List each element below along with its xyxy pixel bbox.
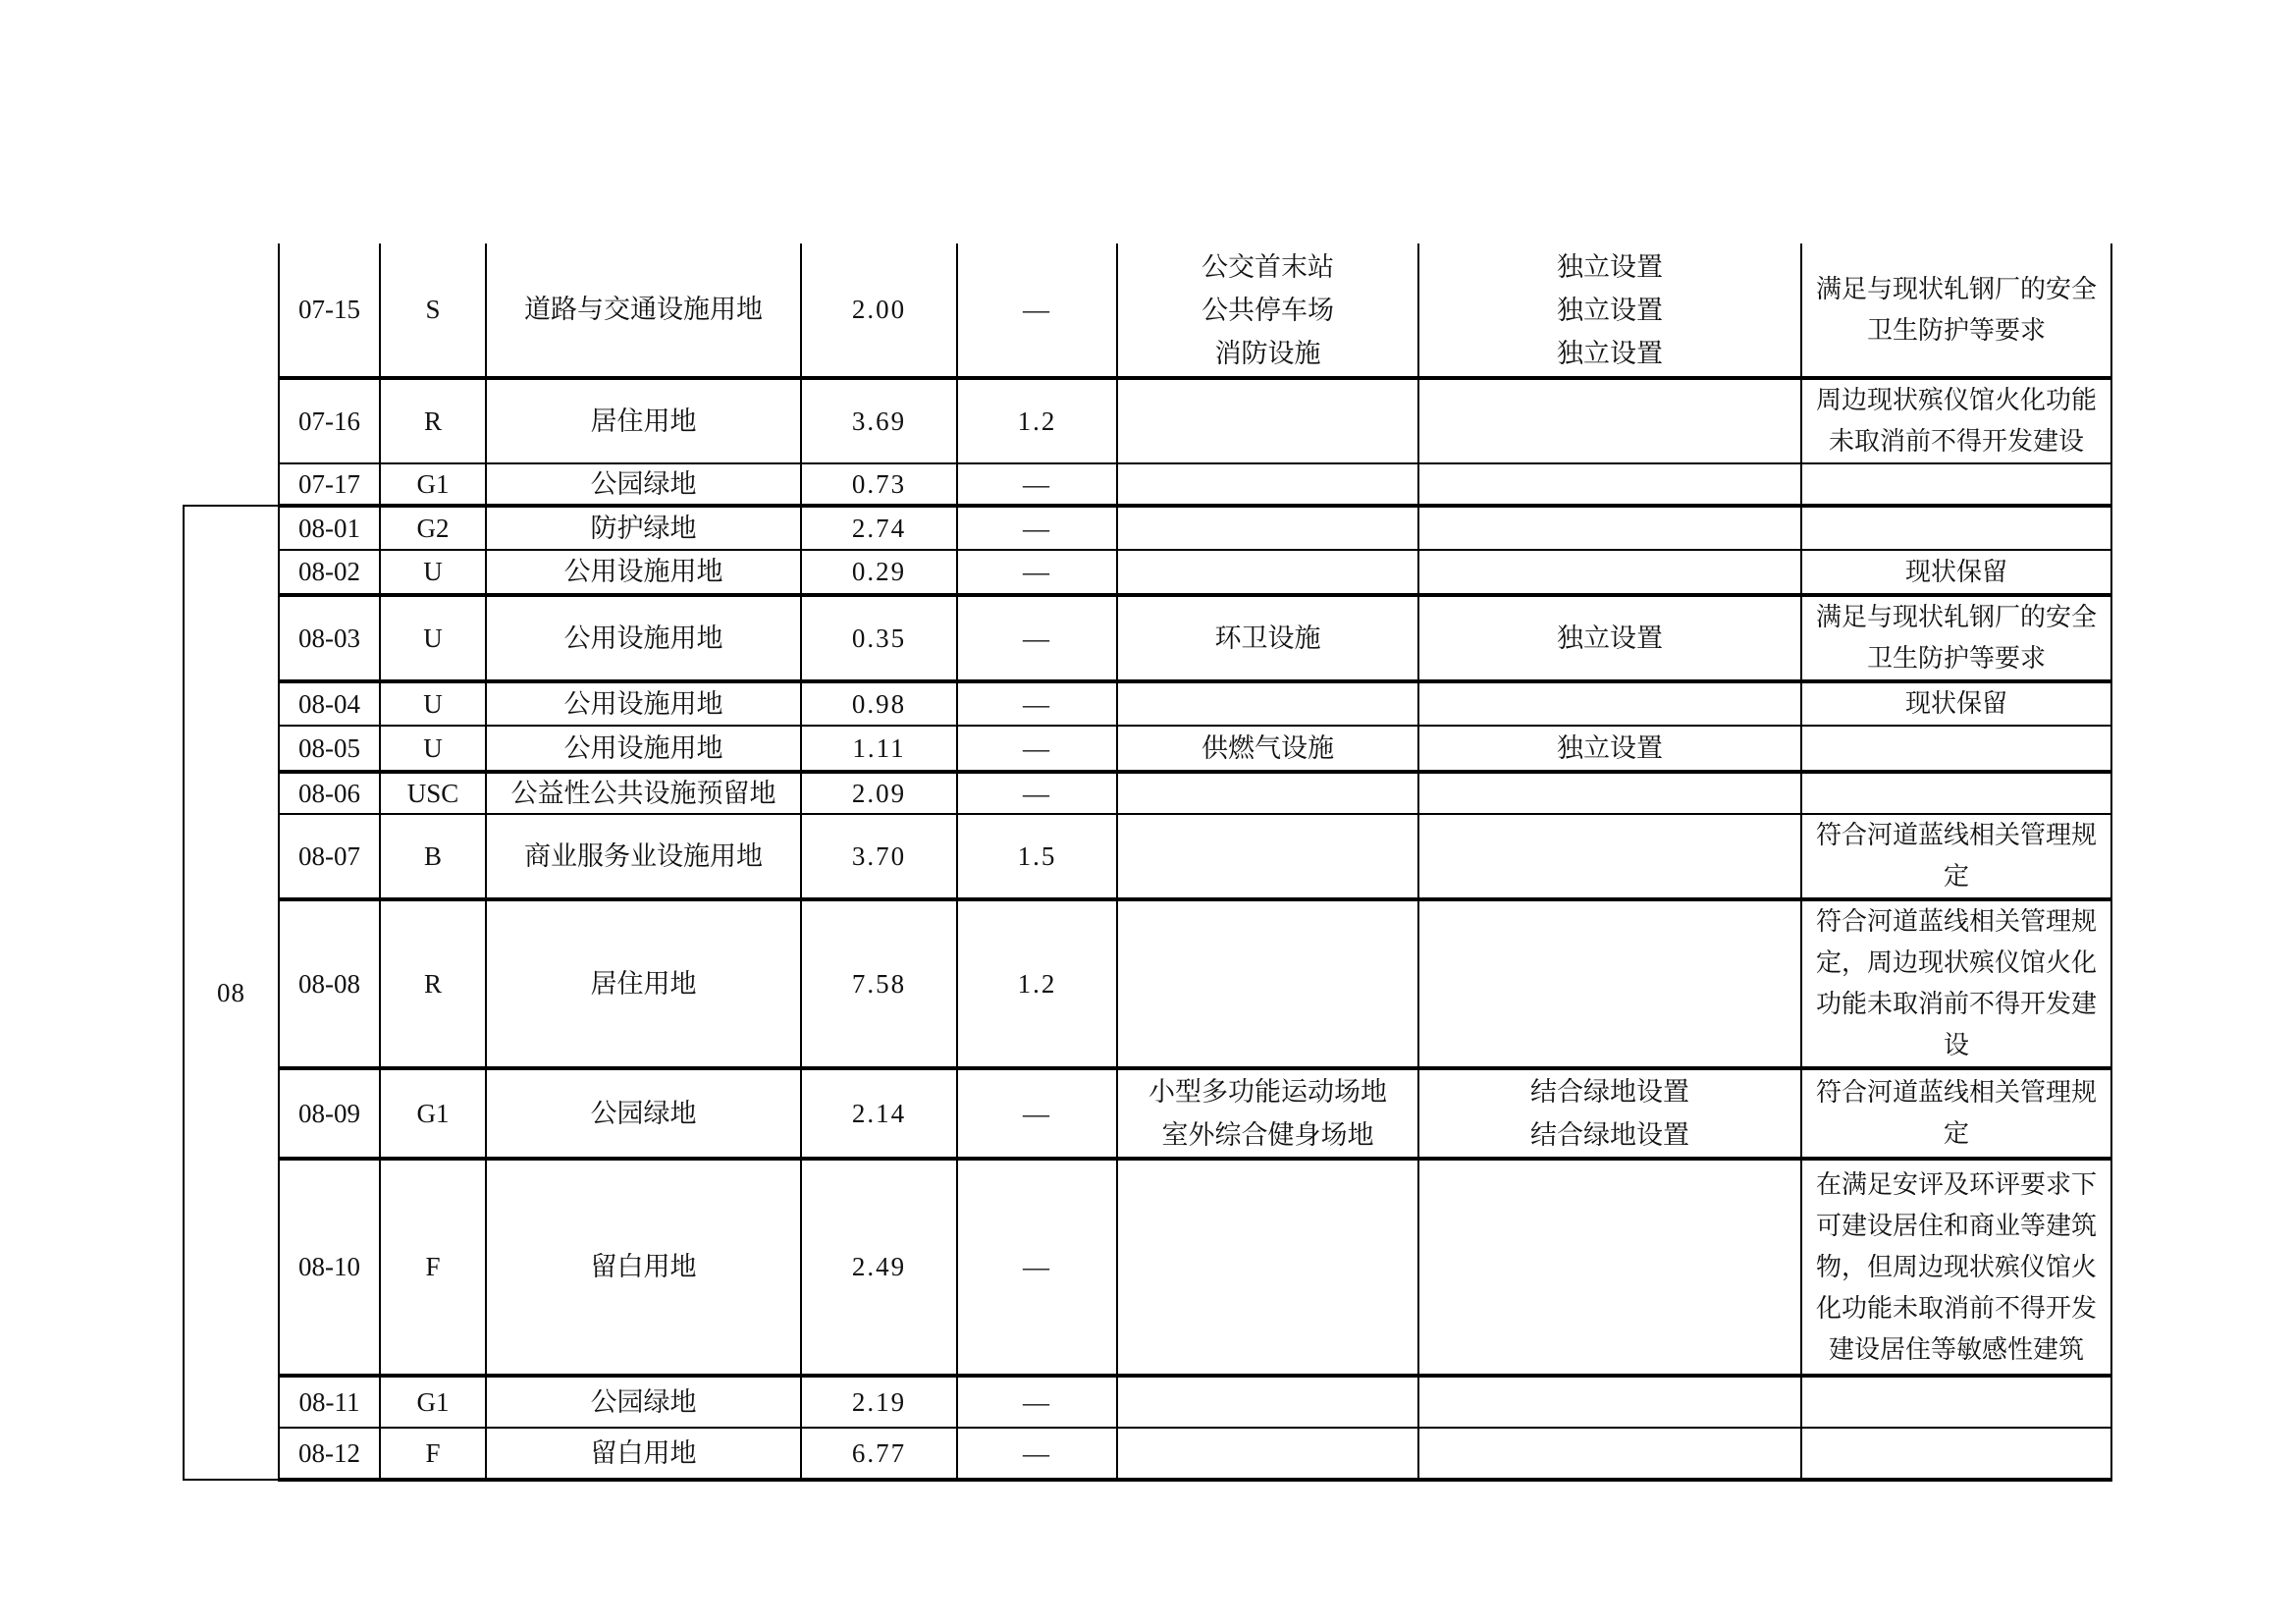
cell-remark (1801, 1376, 2111, 1428)
cell-land-code: G2 (380, 506, 486, 550)
facility-line: 供燃气设施 (1201, 733, 1334, 763)
cell-plot-number: 08-10 (279, 1159, 380, 1376)
cell-land-name: 居住用地 (486, 378, 801, 463)
cell-land-name: 留白用地 (486, 1428, 801, 1480)
cell-setting-mode (1418, 681, 1801, 726)
cell-plot-number: 08-02 (279, 550, 380, 595)
cell-setting-mode (1418, 506, 1801, 550)
cell-remark (1801, 726, 2111, 772)
cell-plot-number: 08-01 (279, 506, 380, 550)
cell-setting-mode (1418, 1068, 1801, 1159)
cell-facilities (1117, 772, 1418, 814)
cell-facilities (1117, 814, 1418, 899)
table-row-07-15 (184, 244, 2111, 378)
facility-line: 环卫设施 (1214, 623, 1321, 653)
setting-line: 独立设置 (1557, 295, 1663, 325)
cell-setting-mode (1418, 814, 1801, 899)
cell-plot-number: 08-03 (279, 595, 380, 681)
cell-facilities (1117, 726, 1418, 772)
cell-facilities (1117, 1376, 1418, 1428)
table-row-08-02 (184, 550, 2111, 595)
cell-land-name: 居住用地 (486, 899, 801, 1068)
cell-area: 2.00 (801, 244, 957, 378)
cell-land-code: R (380, 899, 486, 1068)
cell-facilities (1117, 1428, 1418, 1480)
cell-setting-mode (1418, 378, 1801, 463)
cell-far: — (957, 1376, 1117, 1428)
cell-land-code: R (380, 378, 486, 463)
table-row-07-16 (184, 378, 2111, 463)
group-cell-empty (184, 244, 279, 506)
cell-area: 7.58 (801, 899, 957, 1068)
cell-setting-mode (1418, 899, 1801, 1068)
cell-area: 6.77 (801, 1428, 957, 1480)
cell-remark: 在满足安评及环评要求下可建设居住和商业等建筑物，但周边现状殡仪馆火化功能未取消前不得开发建设居住等敏感性建筑 (1801, 1159, 2111, 1376)
table-row-08-12 (184, 1428, 2111, 1480)
table-row-08-09 (184, 1068, 2111, 1159)
cell-remark (1801, 506, 2111, 550)
cell-land-name: 公园绿地 (486, 463, 801, 506)
cell-far: — (957, 1159, 1117, 1376)
setting-line: 独立设置 (1557, 733, 1663, 763)
cell-land-code: G1 (380, 463, 486, 506)
cell-plot-number: 07-16 (279, 378, 380, 463)
cell-facilities (1117, 463, 1418, 506)
cell-plot-number: 07-17 (279, 463, 380, 506)
cell-land-name: 道路与交通设施用地 (486, 244, 801, 378)
cell-remark: 符合河道蓝线相关管理规定，周边现状殡仪馆火化功能未取消前不得开发建设 (1801, 899, 2111, 1068)
cell-land-code: F (380, 1159, 486, 1376)
cell-far: — (957, 595, 1117, 681)
cell-facilities (1117, 681, 1418, 726)
cell-area: 2.14 (801, 1068, 957, 1159)
table-body (184, 244, 2111, 1480)
setting-line: 独立设置 (1557, 338, 1663, 368)
cell-land-code: G1 (380, 1376, 486, 1428)
cell-setting-mode (1418, 772, 1801, 814)
cell-setting-mode (1418, 244, 1801, 378)
cell-land-name: 公园绿地 (486, 1068, 801, 1159)
table-row-08-04 (184, 681, 2111, 726)
cell-plot-number: 08-05 (279, 726, 380, 772)
cell-land-name: 公用设施用地 (486, 595, 801, 681)
cell-area: 0.29 (801, 550, 957, 595)
cell-far: — (957, 550, 1117, 595)
cell-land-name: 公园绿地 (486, 1376, 801, 1428)
cell-land-name: 留白用地 (486, 1159, 801, 1376)
cell-far: — (957, 1068, 1117, 1159)
cell-land-name: 公用设施用地 (486, 550, 801, 595)
setting-line: 独立设置 (1557, 623, 1663, 653)
cell-plot-number: 07-15 (279, 244, 380, 378)
cell-land-code: U (380, 681, 486, 726)
cell-setting-mode (1418, 1376, 1801, 1428)
cell-facilities (1117, 1159, 1418, 1376)
cell-facilities (1117, 899, 1418, 1068)
cell-land-code: F (380, 1428, 486, 1480)
cell-far: 1.2 (957, 899, 1117, 1068)
cell-plot-number: 08-06 (279, 772, 380, 814)
cell-plot-number: 08-04 (279, 681, 380, 726)
cell-area: 3.69 (801, 378, 957, 463)
cell-far: — (957, 506, 1117, 550)
cell-area: 0.98 (801, 681, 957, 726)
setting-line: 结合绿地设置 (1530, 1120, 1689, 1150)
cell-remark (1801, 772, 2111, 814)
cell-land-code: G1 (380, 1068, 486, 1159)
cell-area: 1.11 (801, 726, 957, 772)
cell-far: — (957, 1428, 1117, 1480)
table-row-07-17 (184, 463, 2111, 506)
cell-remark (1801, 463, 2111, 506)
cell-facilities (1117, 550, 1418, 595)
cell-area: 2.09 (801, 772, 957, 814)
land-use-control-table (183, 244, 2112, 1482)
table-row-08-03 (184, 595, 2111, 681)
cell-plot-number: 08-09 (279, 1068, 380, 1159)
cell-facilities (1117, 378, 1418, 463)
cell-far: — (957, 244, 1117, 378)
table-row-08-01 (184, 506, 2111, 550)
cell-setting-mode (1418, 1159, 1801, 1376)
cell-remark: 符合河道蓝线相关管理规定 (1801, 1068, 2111, 1159)
cell-setting-mode (1418, 595, 1801, 681)
cell-facilities (1117, 1068, 1418, 1159)
table-row-08-11 (184, 1376, 2111, 1428)
cell-area: 0.35 (801, 595, 957, 681)
facility-line: 消防设施 (1214, 338, 1321, 368)
cell-setting-mode (1418, 550, 1801, 595)
document-page (183, 244, 2112, 1482)
cell-facilities (1117, 506, 1418, 550)
cell-land-code: USC (380, 772, 486, 814)
cell-plot-number: 08-12 (279, 1428, 380, 1480)
cell-area: 0.73 (801, 463, 957, 506)
cell-facilities (1117, 595, 1418, 681)
facility-line: 公交首末站 (1201, 251, 1334, 282)
cell-setting-mode (1418, 726, 1801, 772)
cell-setting-mode (1418, 463, 1801, 506)
cell-remark: 满足与现状轧钢厂的安全卫生防护等要求 (1801, 244, 2111, 378)
table-row-08-06 (184, 772, 2111, 814)
cell-land-code: B (380, 814, 486, 899)
cell-area: 3.70 (801, 814, 957, 899)
cell-remark: 周边现状殡仪馆火化功能未取消前不得开发建设 (1801, 378, 2111, 463)
cell-facilities (1117, 244, 1418, 378)
cell-remark: 现状保留 (1801, 550, 2111, 595)
cell-far: — (957, 772, 1117, 814)
facility-line: 室外综合健身场地 (1161, 1120, 1374, 1150)
cell-plot-number: 08-11 (279, 1376, 380, 1428)
table-row-08-05 (184, 726, 2111, 772)
cell-setting-mode (1418, 1428, 1801, 1480)
cell-far: — (957, 681, 1117, 726)
cell-far: 1.5 (957, 814, 1117, 899)
cell-area: 2.74 (801, 506, 957, 550)
cell-land-code: U (380, 550, 486, 595)
setting-line: 结合绿地设置 (1530, 1077, 1689, 1107)
table-row-08-10 (184, 1159, 2111, 1376)
cell-land-name: 防护绿地 (486, 506, 801, 550)
cell-area: 2.19 (801, 1376, 957, 1428)
cell-plot-number: 08-08 (279, 899, 380, 1068)
facility-line: 小型多功能运动场地 (1148, 1077, 1387, 1107)
cell-land-name: 商业服务业设施用地 (486, 814, 801, 899)
cell-far: — (957, 463, 1117, 506)
facility-line: 公共停车场 (1201, 295, 1334, 325)
cell-land-code: U (380, 726, 486, 772)
cell-remark: 现状保留 (1801, 681, 2111, 726)
cell-land-name: 公益性公共设施预留地 (486, 772, 801, 814)
cell-far: — (957, 726, 1117, 772)
table-row-08-08 (184, 899, 2111, 1068)
cell-remark: 符合河道蓝线相关管理规定 (1801, 814, 2111, 899)
cell-land-code: U (380, 595, 486, 681)
cell-plot-number: 08-07 (279, 814, 380, 899)
setting-line: 独立设置 (1557, 251, 1663, 282)
cell-remark (1801, 1428, 2111, 1480)
table-row-08-07 (184, 814, 2111, 899)
cell-area: 2.49 (801, 1159, 957, 1376)
cell-land-code: S (380, 244, 486, 378)
group-cell-08: 08 (184, 506, 279, 1480)
cell-land-name: 公用设施用地 (486, 726, 801, 772)
cell-remark: 满足与现状轧钢厂的安全卫生防护等要求 (1801, 595, 2111, 681)
cell-far: 1.2 (957, 378, 1117, 463)
cell-land-name: 公用设施用地 (486, 681, 801, 726)
